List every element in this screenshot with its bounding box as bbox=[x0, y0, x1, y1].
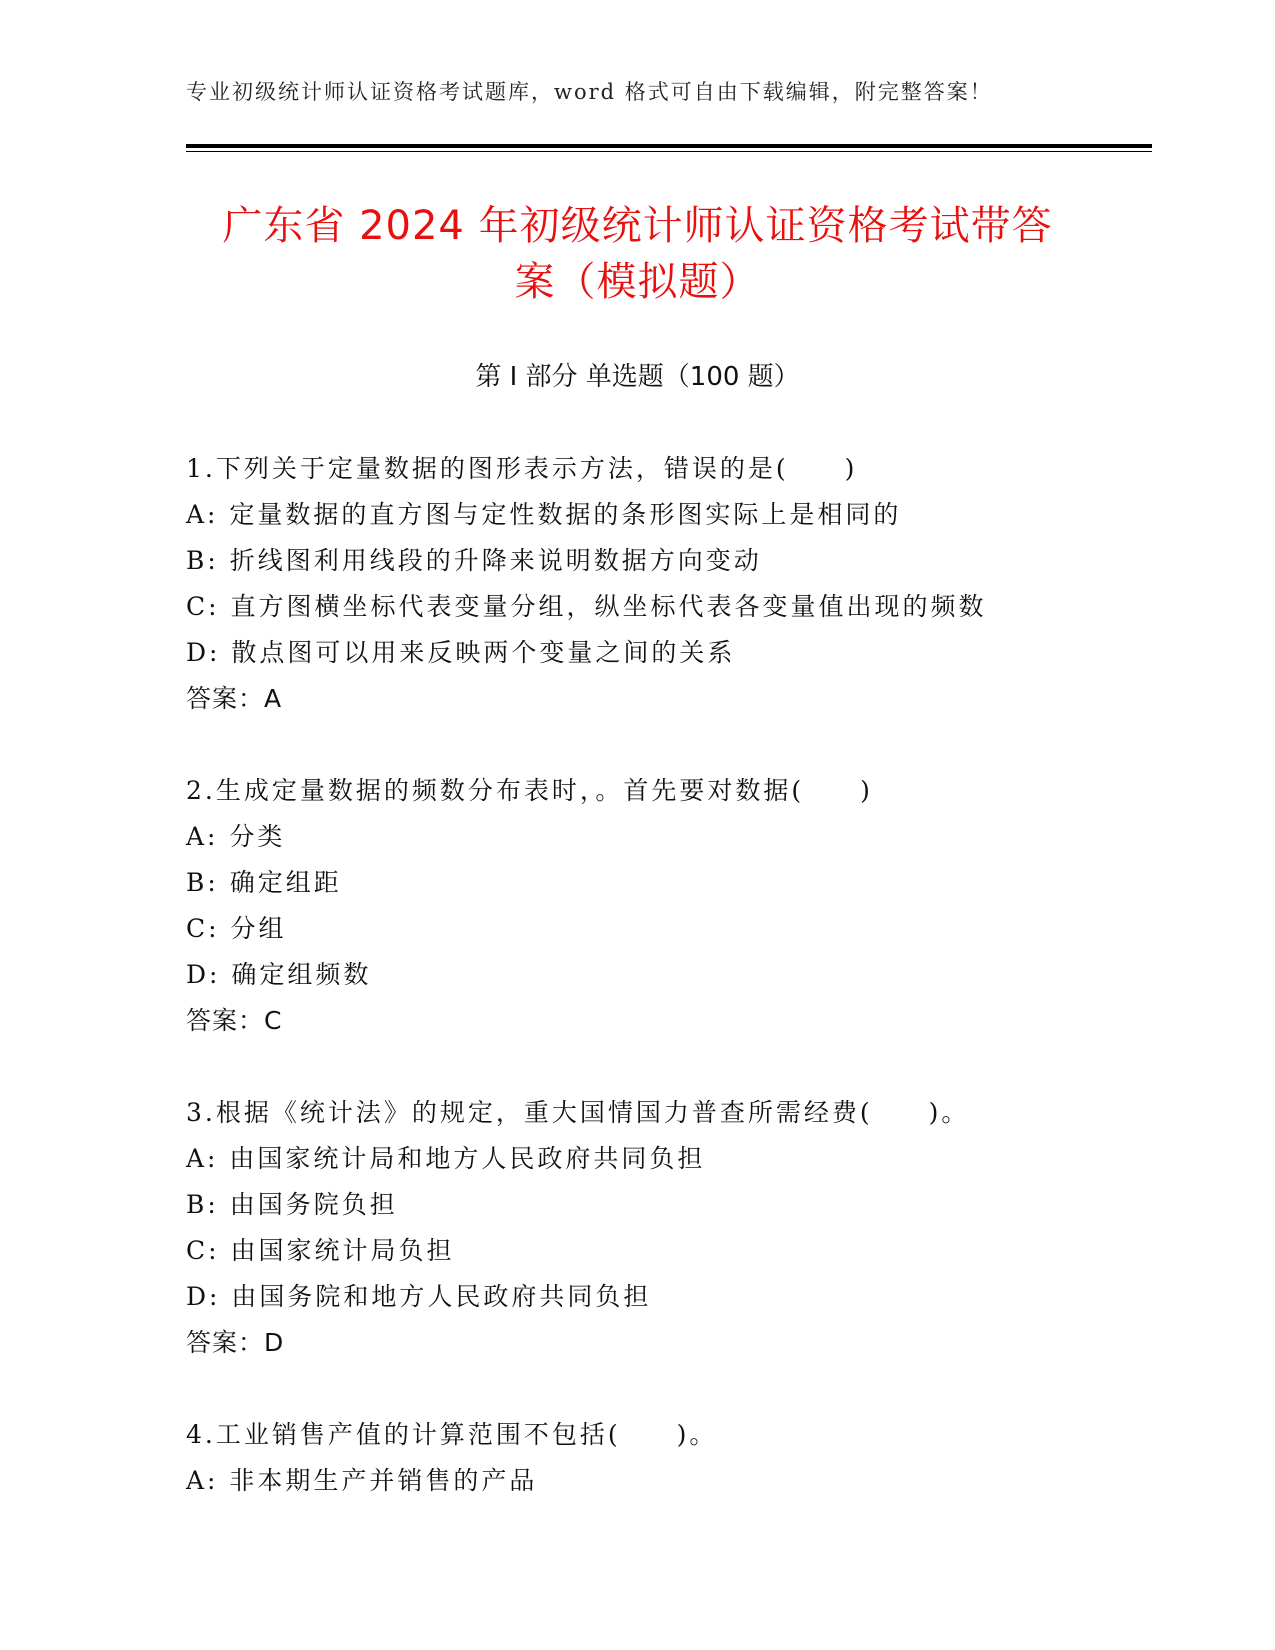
question-option-b: B: 由国务院负担 bbox=[186, 1190, 398, 1219]
question-option-d: D: 散点图可以用来反映两个变量之间的关系 bbox=[186, 638, 736, 667]
question-option-d: D: 由国务院和地方人民政府共同负担 bbox=[186, 1282, 652, 1311]
question-option-c: C: 直方图横坐标代表变量分组，纵坐标代表各变量值出现的频数 bbox=[186, 592, 987, 621]
question-answer: 答案：C bbox=[186, 1006, 283, 1035]
question-option-b: B: 确定组距 bbox=[186, 868, 342, 897]
question-option-a: A: 分类 bbox=[186, 822, 286, 851]
question-stem: 4.工业销售产值的计算范围不包括( )。 bbox=[186, 1420, 718, 1449]
question-option-a: A: 由国家统计局和地方人民政府共同负担 bbox=[186, 1144, 706, 1173]
question-stem: 2.生成定量数据的频数分布表时，。首先要对数据( ) bbox=[186, 776, 873, 805]
question-1 bbox=[186, 446, 1146, 722]
question-option-a: A: 定量数据的直方图与定性数据的条形图实际上是相同的 bbox=[186, 500, 902, 529]
question-stem: 3.根据《统计法》的规定，重大国情国力普查所需经费( )。 bbox=[186, 1098, 970, 1127]
question-2 bbox=[186, 768, 1146, 1044]
question-option-a: A: 非本期生产并销售的产品 bbox=[186, 1466, 538, 1495]
question-answer: 答案：D bbox=[186, 1328, 285, 1357]
question-option-b: B: 折线图利用线段的升降来说明数据方向变动 bbox=[186, 546, 762, 575]
question-option-d: D: 确定组频数 bbox=[186, 960, 372, 989]
document-title bbox=[150, 198, 1125, 310]
section-title: 第 I 部分 单选题（100 题） bbox=[475, 362, 800, 392]
question-option-c: C: 分组 bbox=[186, 914, 287, 943]
document-title-line-2: 案（模拟题） bbox=[514, 259, 761, 305]
header-note: 专业初级统计师认证资格考试题库，word 格式可自由下载编辑，附完整答案！ bbox=[186, 80, 993, 104]
header-rule-thin bbox=[186, 151, 1152, 152]
question-answer: 答案：A bbox=[186, 684, 283, 713]
question-stem: 1.下列关于定量数据的图形表示方法，错误的是( ) bbox=[186, 454, 858, 483]
question-4 bbox=[186, 1412, 1146, 1504]
question-option-c: C: 由国家统计局负担 bbox=[186, 1236, 455, 1265]
question-list bbox=[186, 446, 1146, 1550]
header-rule-thick bbox=[186, 144, 1152, 148]
question-3 bbox=[186, 1090, 1146, 1366]
document-title-line-1: 广东省 2024 年初级统计师认证资格考试带答 bbox=[222, 203, 1053, 249]
